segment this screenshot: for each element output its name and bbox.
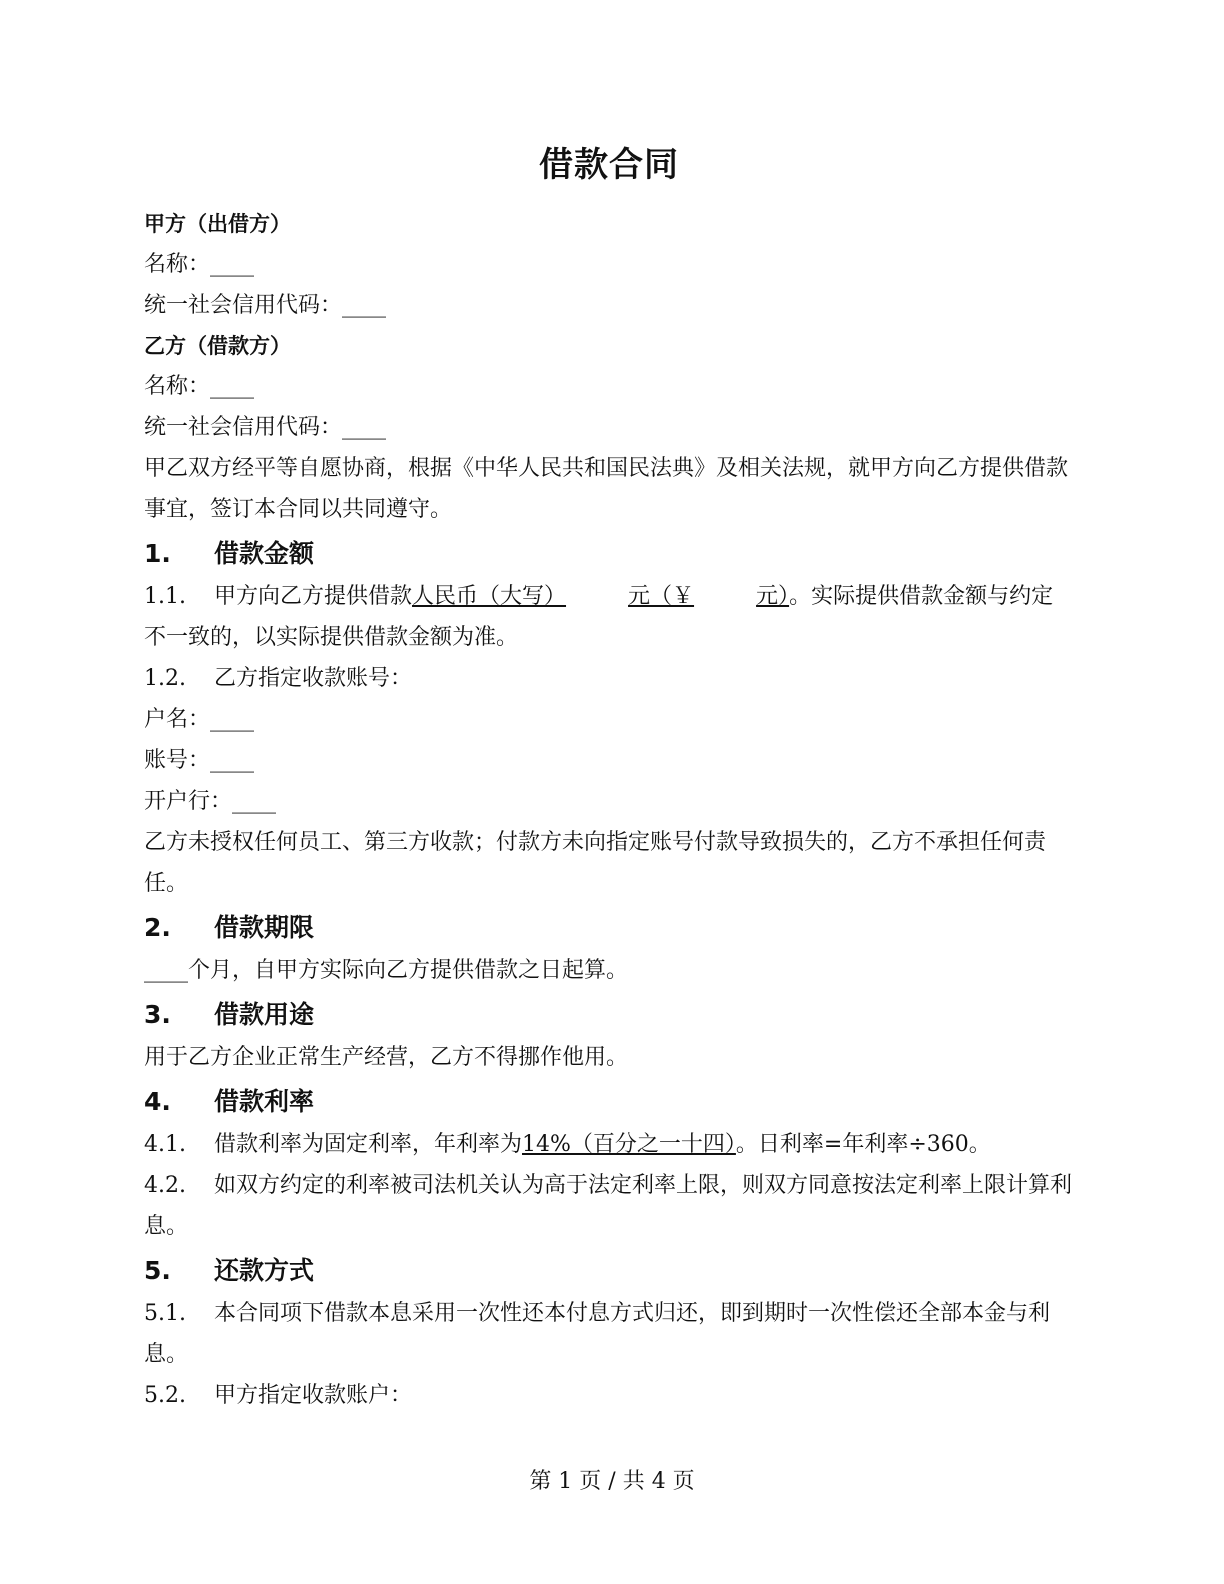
clause-5-2	[144, 1375, 1074, 1416]
party-b-code-line	[144, 407, 1074, 448]
party-b-heading: 乙方（借款方）	[144, 334, 291, 358]
interest-rate-value: 14%（百分之一十四）	[522, 1132, 736, 1157]
payment-note-paragraph: 乙方未授权任何员工、第三方收款；付款方未向指定账号付款导致损失的，乙方不承担任何责任。	[144, 830, 1047, 896]
loan-purpose-paragraph: 用于乙方企业正常生产经营，乙方不得挪作他用。	[144, 1045, 629, 1070]
clause-1-2-number: 1.2.	[144, 666, 186, 691]
clause-4-2-number: 4.2.	[144, 1173, 186, 1198]
section-2-number: 2.	[144, 913, 171, 942]
party-a-code-label: 统一社会信用代码：	[144, 293, 343, 318]
clause-4-2-text: 如双方约定的利率被司法机关认为高于法定利率上限，则双方同意按法定利率上限计算利息。	[144, 1173, 1073, 1239]
document-body	[144, 140, 1074, 1416]
party-b-name-label: 名称：	[144, 374, 211, 399]
bank-label: 开户行：	[144, 789, 233, 814]
section-4-title: 借款利率	[214, 1087, 315, 1116]
account-number-value: ____	[210, 748, 255, 773]
clause-5-2-number: 5.2.	[144, 1383, 186, 1408]
party-a-name-line	[144, 244, 1074, 285]
loan-term-paragraph	[144, 950, 1074, 991]
section-4-heading	[144, 1080, 1074, 1124]
party-a-code-line	[144, 285, 1074, 326]
party-b-code-value: ____	[342, 415, 387, 440]
section-5-title: 还款方式	[214, 1256, 315, 1285]
section-1-heading	[144, 532, 1074, 576]
document-title: 借款合同	[539, 145, 679, 185]
party-a-name-value: ____	[210, 252, 255, 277]
loan-amount-field	[412, 584, 789, 609]
section-3-heading	[144, 993, 1074, 1037]
party-b-name-line	[144, 366, 1074, 407]
clause-1-1-number: 1.1.	[144, 584, 186, 609]
section-4-number: 4.	[144, 1087, 171, 1116]
section-1-number: 1.	[144, 539, 171, 568]
section-5-heading	[144, 1249, 1074, 1293]
party-a-code-value: ____	[342, 293, 387, 318]
account-number-line	[144, 740, 1074, 781]
section-2-title: 借款期限	[214, 913, 315, 942]
party-b-name-value: ____	[210, 374, 255, 399]
loan-amount-words-label: 人民币（大写）	[412, 584, 567, 609]
clause-4-2	[144, 1165, 1074, 1247]
loan-amount-close: 元）	[756, 584, 790, 609]
clause-1-2	[144, 658, 1074, 699]
loan-amount-words-blank	[566, 576, 628, 617]
section-3-number: 3.	[144, 1000, 171, 1029]
clause-4-1-post: 。日利率=年利率÷360。	[735, 1132, 991, 1157]
page-footer: 第 1 页 / 共 4 页	[529, 1469, 695, 1494]
bank-line	[144, 781, 1074, 822]
account-holder-line	[144, 699, 1074, 740]
party-a-heading: 甲方（出借方）	[144, 212, 291, 236]
loan-amount-figures-blank	[694, 576, 756, 617]
clause-5-2-text: 甲方指定收款账户：	[214, 1383, 413, 1408]
clause-1-1-pre: 甲方向乙方提供借款	[214, 584, 413, 609]
loan-amount-figures-label: 元（￥	[628, 584, 695, 609]
party-a-name-label: 名称：	[144, 252, 211, 277]
section-2-heading	[144, 906, 1074, 950]
clause-5-1-number: 5.1.	[144, 1301, 186, 1326]
loan-term-text: 个月，自甲方实际向乙方提供借款之日起算。	[188, 958, 629, 983]
party-b-code-label: 统一社会信用代码：	[144, 415, 343, 440]
loan-term-blank: ____	[144, 958, 188, 983]
clause-5-1	[144, 1293, 1074, 1375]
section-1-title: 借款金额	[214, 539, 315, 568]
account-holder-value: ____	[210, 707, 255, 732]
clause-1-2-text: 乙方指定收款账号：	[214, 666, 413, 691]
clause-4-1	[144, 1124, 1074, 1165]
section-5-number: 5.	[144, 1256, 171, 1285]
clause-1-1	[144, 576, 1074, 658]
clause-1-1-post: 。实际提供借款金额与约定不一致的，以实际提供借款金额为准。	[144, 584, 1054, 650]
account-holder-label: 户名：	[144, 707, 211, 732]
section-3-title: 借款用途	[214, 1000, 315, 1029]
bank-value: ____	[232, 789, 277, 814]
clause-4-1-number: 4.1.	[144, 1132, 186, 1157]
preamble-paragraph: 甲乙双方经平等自愿协商，根据《中华人民共和国民法典》及相关法规，就甲方向乙方提供借款事宜，签订本合同以共同遵守。	[144, 456, 1069, 522]
clause-5-1-text: 本合同项下借款本息采用一次性还本付息方式归还，即到期时一次性偿还全部本金与利息。	[144, 1301, 1051, 1367]
clause-4-1-pre: 借款利率为固定利率，年利率为	[214, 1132, 523, 1157]
account-number-label: 账号：	[144, 748, 211, 773]
